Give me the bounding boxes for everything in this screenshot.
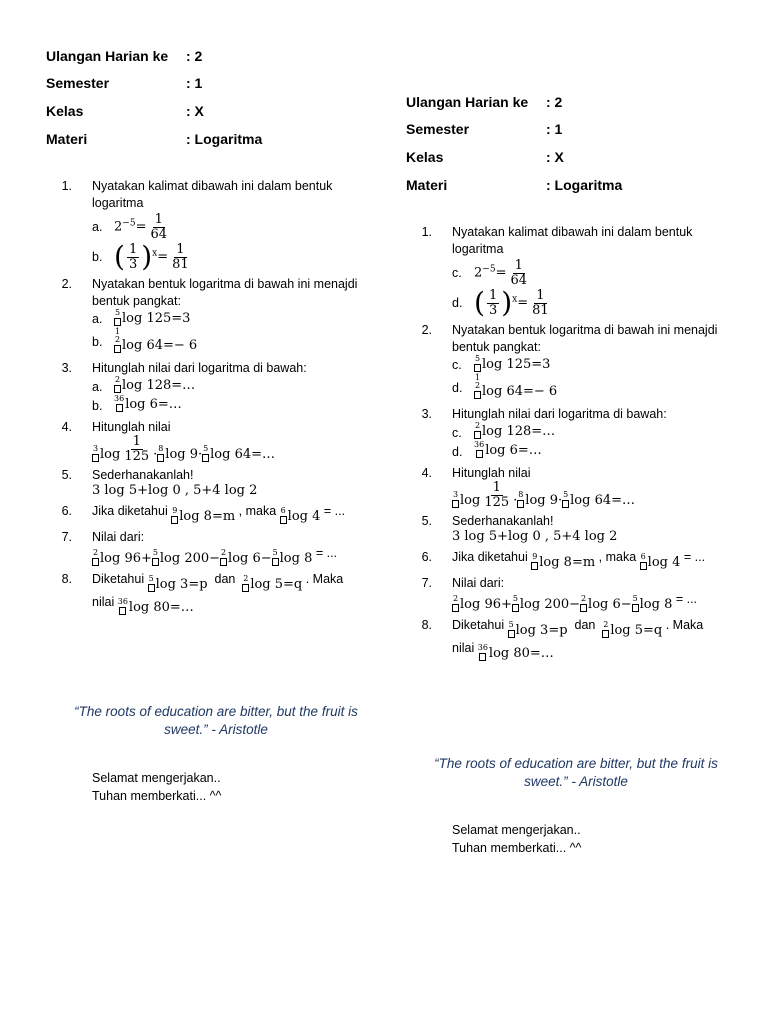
question-list xyxy=(46,178,386,617)
math-expression: 2 log 96+ 5 log 200− 2 log 6− 5 log 8 xyxy=(92,548,313,567)
header-row: Ulangan Harian ke : 2 xyxy=(46,47,203,64)
math-expression: 2 log 128=… xyxy=(114,375,196,394)
question-7: 7. Nilai dari: 2 log 96+ 5 log 200− 2 log 6− 5 log 8 = ... xyxy=(421,575,698,613)
header-row: Semester : 1 xyxy=(406,121,563,138)
quote: “The roots of education are bitter, but the fruit is sweet.” - Aristotle xyxy=(74,704,358,737)
subquestion: b. 1 2 log 64=− 6 xyxy=(92,326,198,354)
header-row: Kelas : X xyxy=(46,102,204,119)
subquestion: d. ( $\frac{1}{3}$ )$^x$= $\frac{1}{81}$ xyxy=(452,289,746,317)
question-2: 2. Nyatakan bentuk logaritma di bawah ini menajdi bentuk pangkat: a. 5 log 125=3 b. 1 2 log 64=− 6 xyxy=(46,276,386,357)
math-expression: 3 log $\frac{1}{125}$ · 8 log 9 · 5 log 64=… xyxy=(452,480,636,511)
math-expression: 5 log 125=3 xyxy=(474,353,551,373)
question-4: 4. Hitunglah nilai 3 log $\frac{1}{125}$ · 8 log 9 · 5 log 64=… xyxy=(61,420,276,465)
subquestion: d. 36 log 6=… xyxy=(452,440,542,459)
math-expression: 36 log 6=… xyxy=(114,394,182,413)
header-row: Materi : Logaritma xyxy=(406,176,623,193)
header-row: Materi : Logaritma xyxy=(46,130,263,147)
subquestion: b. 36 log 6=… xyxy=(92,394,182,413)
question-5: 5. Sederhanakanlah! 3 log 5+log 0 , 5+4 log 2 xyxy=(46,467,386,500)
question-6: 6. Jika diketahui 9 log 8=m , maka 6 log 4 = ... xyxy=(61,503,346,524)
header-block xyxy=(406,88,746,198)
question-8: 8. Diketahui 5 log 3=p dan 2 log 5=q . Maka nilai 36 log 80=… xyxy=(421,618,704,662)
math-expression: $2^{-5}=$ $\frac{1}{64}$ xyxy=(114,211,168,242)
question-6: 6. Jika diketahui 9 log 8=m , maka 6 log 4 = ... xyxy=(421,549,706,570)
subquestion: a. 5 log 125=3 xyxy=(92,307,191,327)
math-expression: 3 log $\frac{1}{125}$ · 8 log 9 · 5 log 64=… xyxy=(92,434,276,465)
question-7: 7. Nilai dari: 2 log 96+ 5 log 200− 2 log 6− 5 log 8 = ... xyxy=(61,529,338,567)
closing-note: Selamat mengerjakan.. Tuhan memberkati... ^^ xyxy=(92,771,222,803)
closing-note: Selamat mengerjakan.. Tuhan memberkati... ^^ xyxy=(452,823,582,855)
math-expression: $2^{-5}=$ $\frac{1}{64}$ xyxy=(474,257,528,288)
quote: “The roots of education are bitter, but the fruit is sweet.” - Aristotle xyxy=(434,756,718,789)
worksheet-right xyxy=(406,88,746,857)
header-block xyxy=(46,42,386,152)
math-expression: ( $\frac{1}{3}$ )$^x$= $\frac{1}{81}$ xyxy=(114,240,189,274)
question-3: 3. Hitunglah nilai dari logaritma di bawah: a. 2 log 128=… b. 36 log 6=… xyxy=(46,360,386,416)
subquestion: c. 2 log 128=… xyxy=(452,421,556,440)
subquestion: a. 2 log 128=… xyxy=(92,375,196,394)
subquestion: c. $2^{-5}=$ $\frac{1}{64}$ xyxy=(452,259,746,287)
math-expression: 1 2 log 64=− 6 xyxy=(474,372,558,400)
math-expression: 1 2 log 64=− 6 xyxy=(114,326,198,354)
question-1: 1. Nyatakan kalimat dibawah ini dalam bentuk logaritma c. $2^{-5}=$ $\frac{1}{64}$ d. ( $\frac{1}{3}$ )$^x$= $\frac{1}{81}$ xyxy=(406,224,746,319)
question-2: 2. Nyatakan bentuk logaritma di bawah ini menajdi bentuk pangkat: c. 5 log 125=3 d. 1 2 log 64=− 6 xyxy=(406,322,746,403)
question-5: 5. Sederhanakanlah! 3 log 5+log 0 , 5+4 log 2 xyxy=(406,513,746,546)
math-expression: 5 log 125=3 xyxy=(114,307,191,327)
math-expression: 3 log 5+log 0 , 5+4 log 2 xyxy=(452,528,618,544)
question-4: 4. Hitunglah nilai 3 log $\frac{1}{125}$ · 8 log 9 · 5 log 64=… xyxy=(421,466,636,511)
math-expression: 2 log 128=… xyxy=(474,421,556,440)
subquestion: a. $2^{-5}=$ $\frac{1}{64}$ xyxy=(92,213,386,241)
math-expression: 2 log 96+ 5 log 200− 2 log 6− 5 log 8 xyxy=(452,594,673,613)
math-expression: ( $\frac{1}{3}$ )$^x$= $\frac{1}{81}$ xyxy=(474,286,549,320)
question-8: 8. Diketahui 5 log 3=p dan 2 log 5=q . Maka nilai 36 log 80=… xyxy=(61,572,344,616)
subquestion: c. 5 log 125=3 xyxy=(452,353,551,373)
subquestion: d. 1 2 log 64=− 6 xyxy=(452,372,558,400)
question-1: 1. Nyatakan kalimat dibawah ini dalam bentuk logaritma a. $2^{-5}=$ $\frac{1}{64}$ b. ( $\frac{1}{3}$ )$^x$= $\frac{1}{81}$ xyxy=(46,178,386,273)
worksheet-left xyxy=(46,42,386,805)
header-row: Ulangan Harian ke : 2 xyxy=(406,93,563,110)
subquestion: b. ( $\frac{1}{3}$ )$^x$= $\frac{1}{81}$ xyxy=(92,243,386,271)
question-3: 3. Hitunglah nilai dari logaritma di bawah: c. 2 log 128=… d. 36 log 6=… xyxy=(406,406,746,462)
header-row: Semester : 1 xyxy=(46,75,203,92)
math-expression: 3 log 5+log 0 , 5+4 log 2 xyxy=(92,482,258,498)
math-expression: 36 log 6=… xyxy=(474,440,542,459)
header-row: Kelas : X xyxy=(406,148,564,165)
question-list xyxy=(406,224,746,663)
